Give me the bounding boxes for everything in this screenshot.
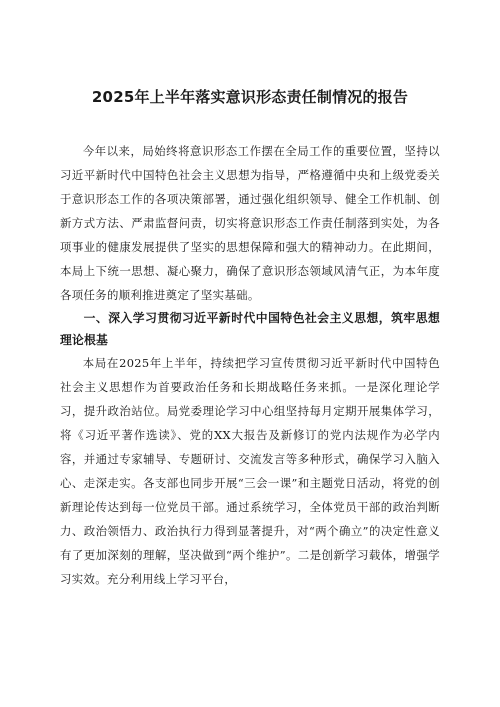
- section-heading-1: 一、深入学习贯彻习近平新时代中国特色社会主义思想，筑牢思想理论根基: [60, 311, 440, 347]
- section-1-paragraph: 本局在2025年上半年，持续把学习宣传贯彻习近平新时代中国特色社会主义思想作为首要政治任务和长期战略任务来抓。一是深化理论学习，提升政治站位。局党委理论学习中心组坚持每月定期开展集体学习，将《习近平著作选读》、党的XX大报告及新修订的党内法规作为必学内容，并通过专家辅导、专题研讨、交流发言等多种形式，确保学习入脑入心、走深走实。各支部也同步开展“三会一课”和主题党日活动，将党的创新理论传达到每一位党员干部。通过系统学习，全体党员干部的政治判断力、政治领悟力、政治执行力得到显著提升，对“两个确立”的决定性意义有了更加深刻的理解，坚决做到“两个维护”。二是创新学习载体，增强学习实效。充分利用线上学习平台，: [60, 356, 440, 586]
- document-title: 2025年上半年落实意识形态责任制情况的报告: [91, 88, 409, 106]
- intro-paragraph: 今年以来，局始终将意识形态工作摆在全局工作的重要位置，坚持以习近平新时代中国特色社会主义思想为指导，严格遵循中央和上级党委关于意识形态工作的各项决策部署，通过强化组织领导、健全工作机制、创新方式方法、严肃监督问责，切实将意识形态工作责任制落到实处，为各项事业的健康发展提供了坚实的思想保障和强大的精神动力。在此期间，本局上下统一思想、凝心聚力，确保了意识形态领域风清气正，为本年度各项任务的顺利推进奠定了坚实基础。: [60, 144, 440, 302]
